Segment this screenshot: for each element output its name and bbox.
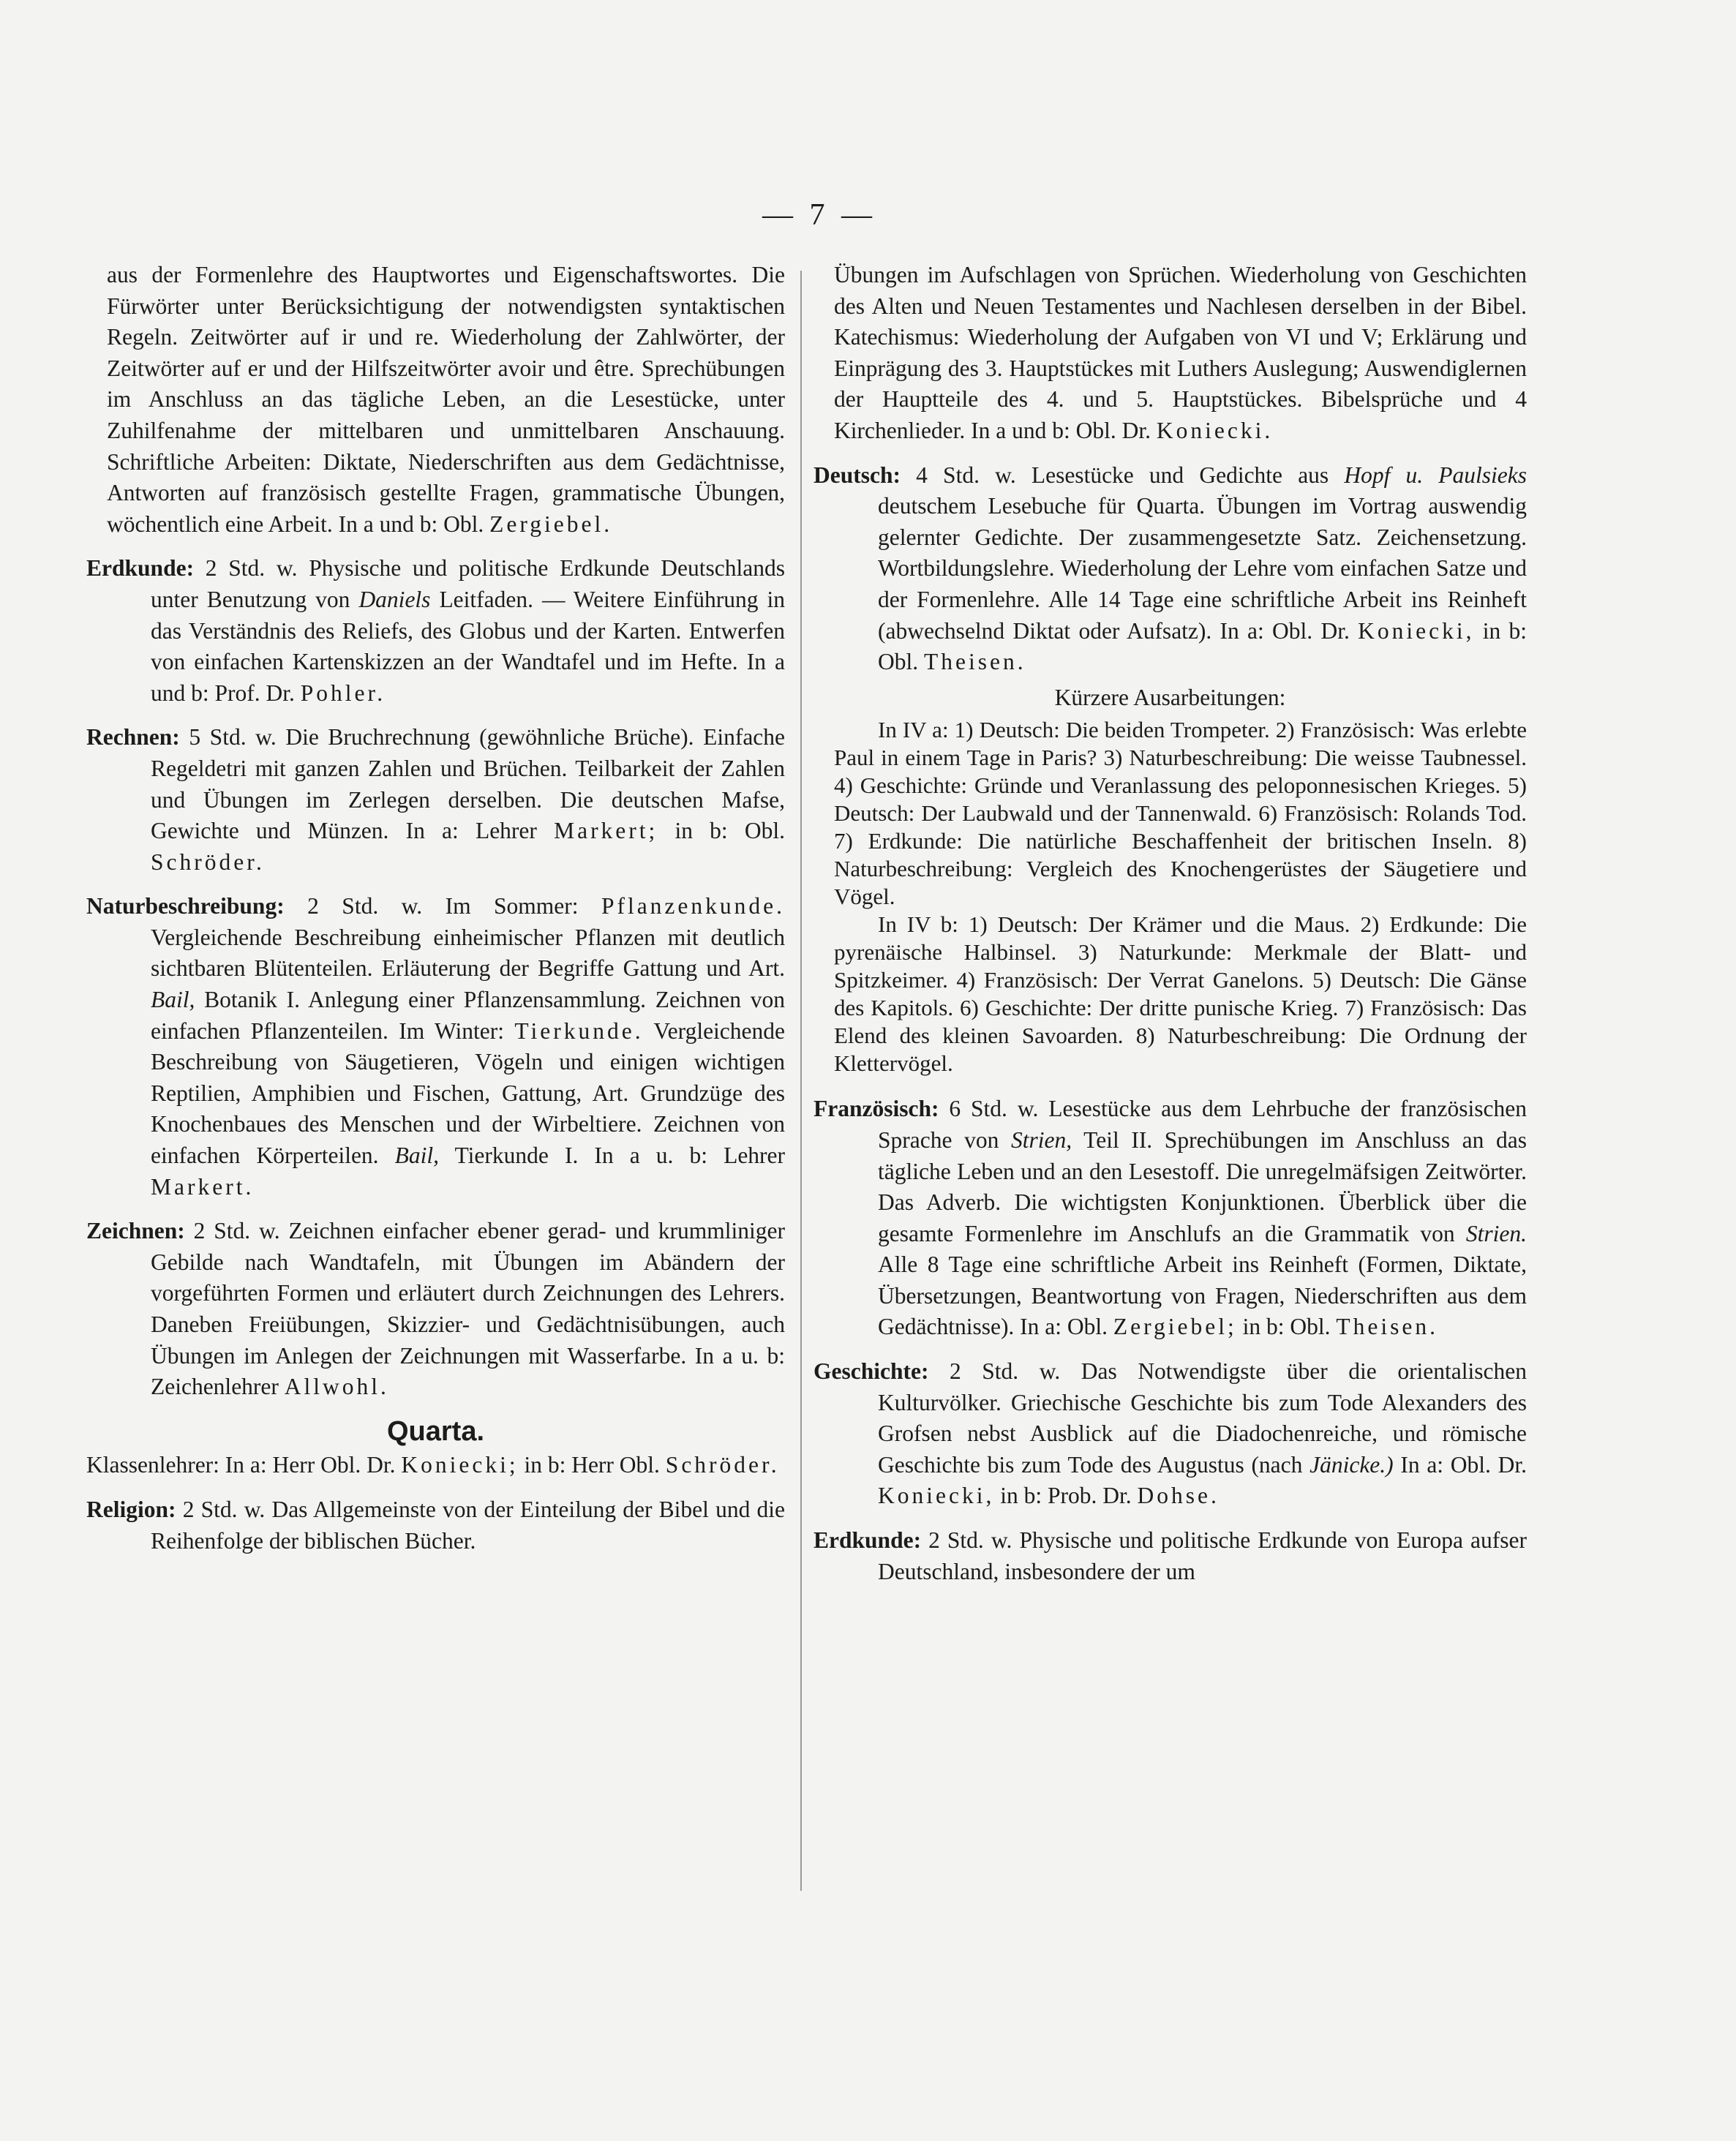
- paragraph-deutsch: [813, 460, 1527, 678]
- column-divider: [800, 271, 802, 1891]
- paragraph-religion-cont: [813, 260, 1527, 447]
- text: Alle 8 Tage eine schriftliche Arbeit ins Reinheft (Formen, Diktate, Übersetzungen, Beantwortung von Fragen, Niederschriften aus dem Gedächtnisse). In a: Obl.: [878, 1252, 1527, 1340]
- text: 2 Std. w. Physische und politische Erdkunde Deutschlands unter Benutzung von: [151, 555, 785, 612]
- book-author: Bail,: [151, 987, 195, 1013]
- subject-heading: Deutsch:: [813, 462, 901, 488]
- paragraph-rechnen: [86, 722, 785, 878]
- paragraph-religion: [86, 1494, 785, 1557]
- teacher-name: Markert;: [554, 818, 658, 844]
- text: Teil II. Sprechübungen im Anschluss an das tägliche Leben und an den Lesestoff. Die unregelmäfsigen Zeitwörter. Das Adverb. Die wichtigsten Konjunktionen. Überblick über die gesamte Formenlehre im Anschlufs an die Grammatik von: [878, 1126, 1528, 1246]
- essay-list-ivb: In IV b: 1) Deutsch: Der Krämer und die Maus. 2) Erdkunde: Die pyrenäische Halbinsel. 3) Naturkunde: Merkmale der Blatt- und Spitzkeimer. 4) Französisch: Der Verrat Ganelons. 5) Deutsch: Die Gänse des Kapitols. 6) Geschichte: Der dritte punische Krieg. 7) Französisch: Das Elend des kleinen Savoarden. 8) Naturbeschreibung: Die Ordnung der Klettervögel.: [834, 911, 1527, 1077]
- right-column: [813, 260, 1527, 1600]
- paragraph-zeichnen: [86, 1216, 785, 1403]
- text: In a: Obl. Dr.: [1400, 1451, 1527, 1478]
- text: Vergleichende Beschreibung einheimischer Pflanzen mit deutlich sichtbaren Blütenteilen. Erläuterung der Begriffe Gattung und Art.: [151, 924, 785, 982]
- paragraph-erdkunde-quarta: [813, 1525, 1527, 1587]
- text: Vergleichende Beschreibung von Säugetieren, Vögeln und einigen wichtigen Reptilien, Amphibien und Fischen, Gattung, Art. Grundzüge des Knochenbaues des Menschen und der Wirbeltiere. Zeichnen von einfachen Körperteilen.: [151, 1017, 785, 1169]
- teacher-name: Zergiebel;: [1113, 1314, 1237, 1340]
- book-author: Bail,: [394, 1143, 440, 1169]
- text: deutschem Lesebuche für Quarta. Übungen im Vortrag auswendig gelernter Gedichte. Der zusammengesetzte Satz. Zeichensetzung. Wortbildungslehre. Wiederholung der Lehre vom einfachen Satze und der Formenlehre. Alle 14 Tage eine schriftliche Arbeit ins Reinheft (abwechselnd Diktat oder Aufsatz). In a: Obl. Dr.: [878, 493, 1527, 644]
- text: Übungen im Aufschlagen von Sprüchen. Wiederholung von Geschichten des Alten und Neuen Testamentes und Nachlesen derselben in der Bibel. Katechismus: Wiederholung der Aufgaben von VI und V; Erklärung und Einprägung des 3. Hauptstückes mit Luthers Auslegung; Auswendiglernen der Hauptteile des 4. und 5. Hauptstückes. Bibelsprüche und 4 Kirchenlieder. In a und b: Obl. Dr.: [834, 262, 1527, 443]
- book-author: Strien,: [1010, 1126, 1072, 1153]
- paragraph-franzoesisch: [813, 1094, 1527, 1343]
- text: in b: Herr Obl.: [524, 1452, 660, 1478]
- paragraph-erdkunde: [86, 553, 785, 709]
- teacher-name: Koniecki;: [401, 1452, 519, 1478]
- text: aus der Formenlehre des Hauptwortes und Eigenschaftswortes. Die Fürwörter unter Berücksichtigung der notwendigsten syntaktischen Regeln. Zeitwörter auf ir und re. Wiederholung der Zahlwörter, der Zeitwörter auf er und der Hilfszeitwörter avoir und être. Sprechübungen im Anschluss an das tägliche Leben, an die Lesestücke, unter Zuhilfenahme der mittelbaren und unmittelbaren Anschauung. Schriftliche Arbeiten: Diktate, Niederschriften aus dem Gedächtnisse, Antworten auf französisch gestellte Fragen, grammatische Übungen, wöchentlich eine Arbeit. In a und b: Obl.: [107, 262, 785, 537]
- teacher-name: Schröder.: [665, 1452, 780, 1478]
- paragraph-klassenlehrer: [86, 1450, 785, 1481]
- text: 2 Std. w. Physische und politische Erdkunde von Europa aufser Deutschland, insbesondere der um: [878, 1527, 1528, 1584]
- text: 2 Std. w. Das Notwendigste über die orientalischen Kulturvölker. Griechische Geschichte bis zum Tode Alexanders des Grofsen nebst Ausblick auf die Diadochenreiche, und römische Geschichte bis zum Tode des Augustus (nach: [878, 1358, 1527, 1478]
- teacher-name: Koniecki,: [878, 1483, 995, 1509]
- text: Tierkunde I. In a u. b: Lehrer: [454, 1143, 786, 1169]
- text: Klassenlehrer: In a: Herr Obl. Dr.: [86, 1452, 396, 1478]
- teacher-name: Markert.: [151, 1173, 255, 1200]
- paragraph-franzoesisch-cont: [86, 260, 785, 540]
- left-column: [86, 260, 785, 1570]
- page-number: — 7 —: [762, 198, 876, 232]
- teacher-name: Koniecki.: [1156, 417, 1274, 443]
- text: in b: Prob. Dr.: [1000, 1483, 1132, 1509]
- subject-heading: Erdkunde:: [813, 1527, 922, 1554]
- section-title-quarta: Quarta.: [386, 1415, 485, 1447]
- book-author: Strien.: [1465, 1220, 1528, 1246]
- subject-heading: Geschichte:: [813, 1358, 929, 1385]
- teacher-name: Schröder.: [151, 849, 265, 875]
- text: 2 Std. w. Im Sommer:: [307, 893, 579, 919]
- subheading-kuerzere-ausarbeitungen: Kürzere Ausarbeitungen:: [1054, 684, 1286, 710]
- topic-spaced: Tierkunde.: [514, 1017, 644, 1044]
- teacher-name: Theisen.: [924, 649, 1026, 675]
- text: 4 Std. w. Lesestücke und Gedichte aus: [916, 462, 1329, 488]
- text: in b: Obl.: [1242, 1314, 1331, 1340]
- text: 6 Std. w. Lesestücke aus dem Lehrbuche der französischen Sprache von: [878, 1096, 1528, 1153]
- subject-heading: Naturbeschreibung:: [86, 893, 285, 919]
- text: Leitfaden. — Weitere Einführung in das Verständnis des Reliefs, des Globus und der Karten. Entwerfen von einfachen Kartenskizzen an der Wandtafel und im Hefte. In a und b: Prof. Dr.: [151, 586, 786, 706]
- text: 5 Std. w. Die Bruchrechnung (gewöhnliche Brüche). Einfache Regeldetri mit ganzen Zahlen und Brüchen. Teilbarkeit der Zahlen und Übungen im Zerlegen derselben. Die deutschen Mafse, Gewichte und Münzen. In a: Lehrer: [151, 724, 786, 844]
- book-author: Daniels: [358, 586, 431, 612]
- text: in b: Obl.: [675, 818, 785, 844]
- teacher-name: Dohse.: [1137, 1483, 1220, 1509]
- subject-heading: Erdkunde:: [86, 555, 195, 582]
- teacher-name: Pohler.: [300, 680, 386, 706]
- essay-list: [813, 716, 1527, 1077]
- subject-heading: Religion:: [86, 1496, 176, 1522]
- teacher-name: Allwohl.: [284, 1374, 389, 1400]
- topic-spaced: Pflanzenkunde.: [601, 893, 785, 919]
- subject-heading: Zeichnen:: [86, 1218, 185, 1244]
- text: Botanik I. Anlegung einer Pflanzensammlung. Zeichnen von einfachen Pflanzenteilen. Im Winter:: [151, 987, 785, 1044]
- subject-heading: Französisch:: [813, 1096, 939, 1122]
- teacher-name: Koniecki,: [1358, 617, 1475, 644]
- paragraph-geschichte: [813, 1356, 1527, 1512]
- subject-heading: Rechnen:: [86, 724, 180, 750]
- book-author: Hopf u. Paulsieks: [1344, 462, 1528, 488]
- essay-list-iva: In IV a: 1) Deutsch: Die beiden Trompeter. 2) Französisch: Was erlebte Paul in einem Tage in Paris? 3) Naturbeschreibung: Die weisse Taubnessel. 4) Geschichte: Gründe und Veranlassung des peloponnesischen Krieges. 5) Deutsch: Der Laubwald und der Tannenwald. 6) Französisch: Rolands Tod. 7) Erdkunde: Die natürliche Beschaffenheit der britischen Inseln. 8) Naturbeschreibung: Vergleich des Knochengerüstes der Säugetiere und Vögel.: [834, 717, 1527, 910]
- book-author: Jänicke.): [1309, 1451, 1394, 1478]
- teacher-name: Theisen.: [1336, 1314, 1439, 1340]
- teacher-name: Zergiebel.: [489, 511, 613, 537]
- paragraph-naturbeschreibung: [86, 891, 785, 1203]
- text: in b: Obl.: [878, 617, 1528, 675]
- text: 2 Std. w. Das Allgemeinste von der Einteilung der Bibel und die Reihenfolge der biblischen Bücher.: [151, 1496, 785, 1554]
- text: 2 Std. w. Zeichnen einfacher ebener gerad- und krummliniger Gebilde nach Wandtafeln, mit Übungen im Abändern der vorgeführten Formen und erläutert durch Zeichnungen des Lehrers. Daneben Freiübungen, Skizzier- und Gedächtnisübungen, auch Übungen im Anlegen der Zeichnungen mit Wasserfarbe. In a u. b: Zeichenlehrer: [151, 1218, 785, 1400]
